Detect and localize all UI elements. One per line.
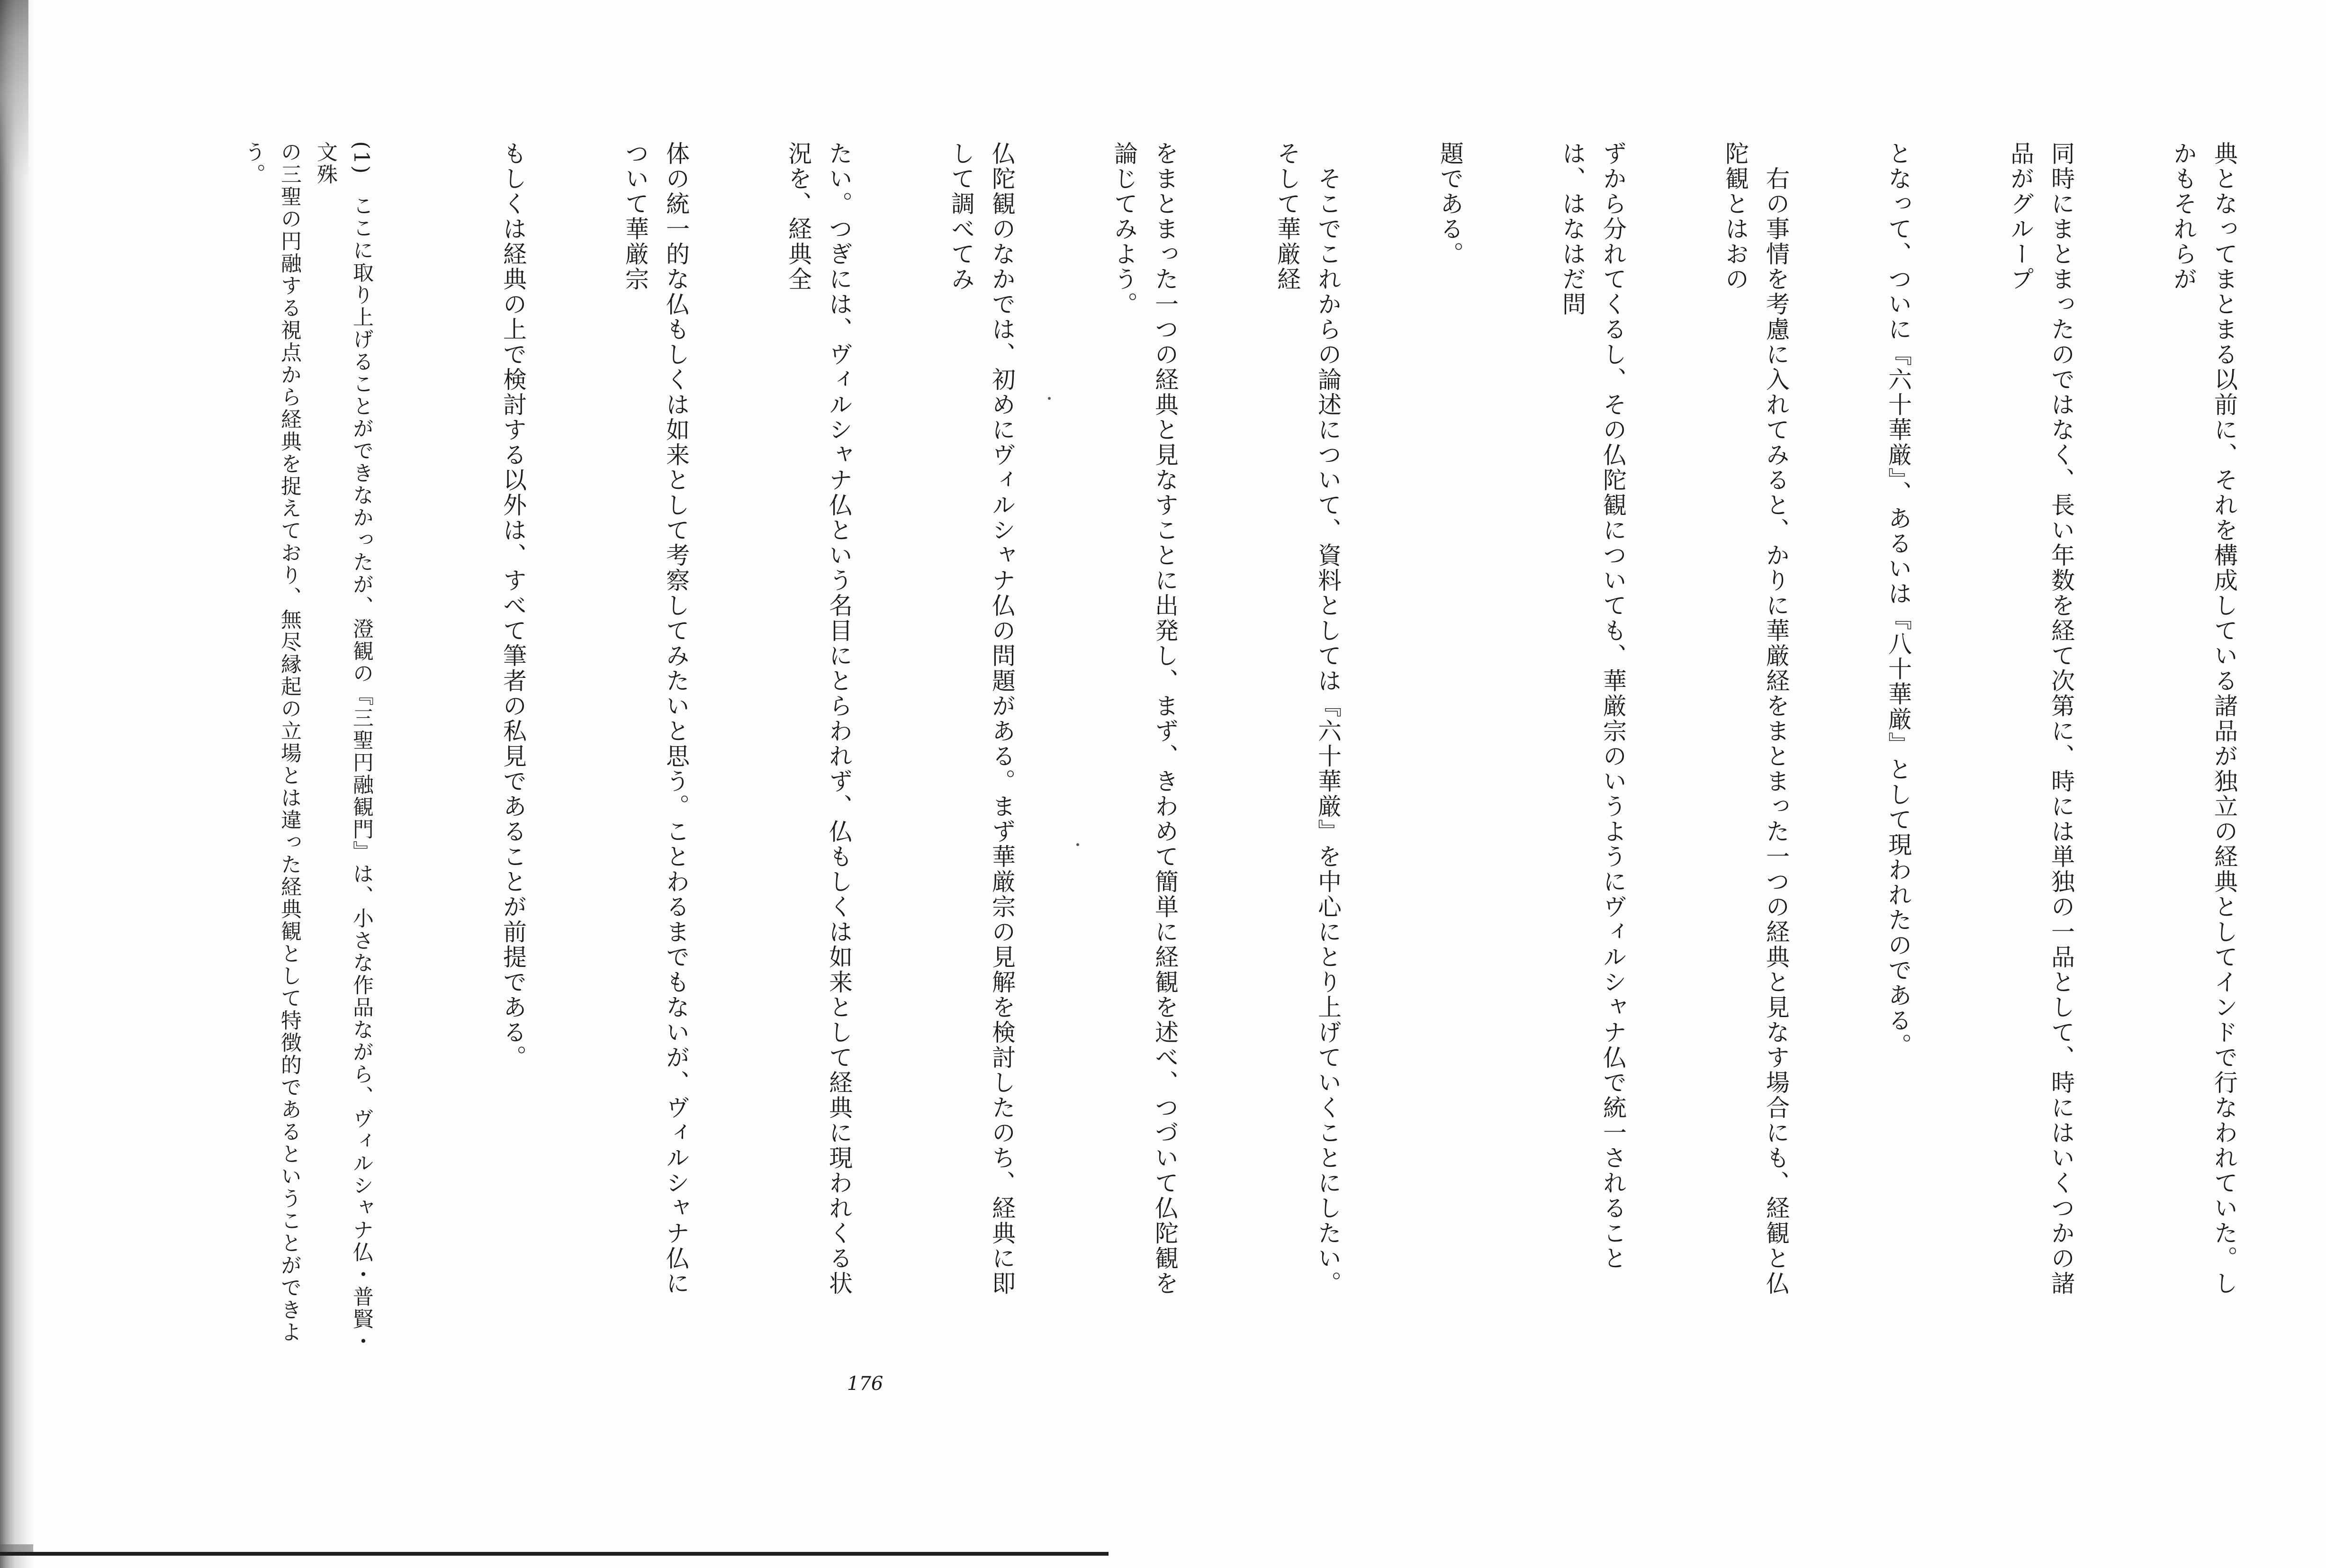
footnote-line-1: [307, 141, 379, 1373]
body-line: 典となってまとまる以前に、それを構成している諸品が独立の経典としてインドで行なわれていた。しかもそれらが: [2170, 141, 2238, 1296]
body-line: 体の統一的な仏もしくは如来として考察してみたいと思う。ことわるまでもないが、ヴィルシャナ仏について華厳宗: [622, 141, 690, 1296]
body-line: そこでこれからの論述について、資料としては『六十華厳』を中心にとり上げていくことにしたい。そして華厳経: [1273, 141, 1342, 1296]
scan-dust: [1076, 843, 1079, 846]
footnote-marker: (1): [349, 141, 373, 175]
scan-edge-speckle: [0, 0, 28, 180]
body-line: 題である。: [1436, 141, 1464, 267]
body-text-block: [411, 141, 2326, 1307]
footnote-text: ここに取り上げることができなかったが、澄観の『三聖円融観門』は、小さな作品ながら、ヴィルシャナ仏・普賢・文殊: [313, 141, 373, 1353]
scan-bottom-edge: [0, 1552, 1109, 1556]
scan-dust: [1048, 397, 1051, 400]
body-line: 同時にまとまったのではなく、長い年数を経て次第に、時には単独の一品として、時にはいくつかの諸品がグループ: [2007, 141, 2075, 1296]
scan-edge-shadow: [0, 0, 33, 1568]
footnote-line-2: の三聖の円融する視点から経典を捉えており、無尽縁起の立場とは違った経典観として特徴的であるということができよう。: [241, 141, 301, 1343]
body-line: ずから分れてくるし、その仏陀観についても、華厳宗のいうようにヴィルシャナ仏で統一されることは、はなはだ問: [1559, 141, 1627, 1271]
body-line: をまとまった一つの経典と見なすことに出発し、まず、きわめて簡単に経観を述べ、つづいて仏陀観を論じてみよう。: [1110, 141, 1179, 1296]
body-line: 仏陀観のなかでは、初めにヴィルシャナ仏の問題がある。まず華厳宗の見解を検討したのち、経典に即して調べてみ: [947, 141, 1016, 1296]
body-line: たい。つぎには、ヴィルシャナ仏という名目にとらわれず、仏もしくは如来として経典に現われくる状況を、経典全: [784, 141, 853, 1296]
body-line: もしくは経典の上で検討する以外は、すべて筆者の私見であることが前提である。: [499, 141, 527, 1070]
body-line: 右の事情を考慮に入れてみると、かりに華厳経をまとまった一つの経典と見なす場合にも、経観と仏陀観とはおの: [1722, 141, 1790, 1296]
scan-corner-shadow: [0, 1544, 33, 1552]
footnote-block: [241, 141, 379, 1373]
page-number: 176: [847, 1373, 884, 1395]
body-line: となって、ついに『六十華厳』、あるいは『八十華厳』として現われたのである。: [1884, 141, 1912, 1058]
